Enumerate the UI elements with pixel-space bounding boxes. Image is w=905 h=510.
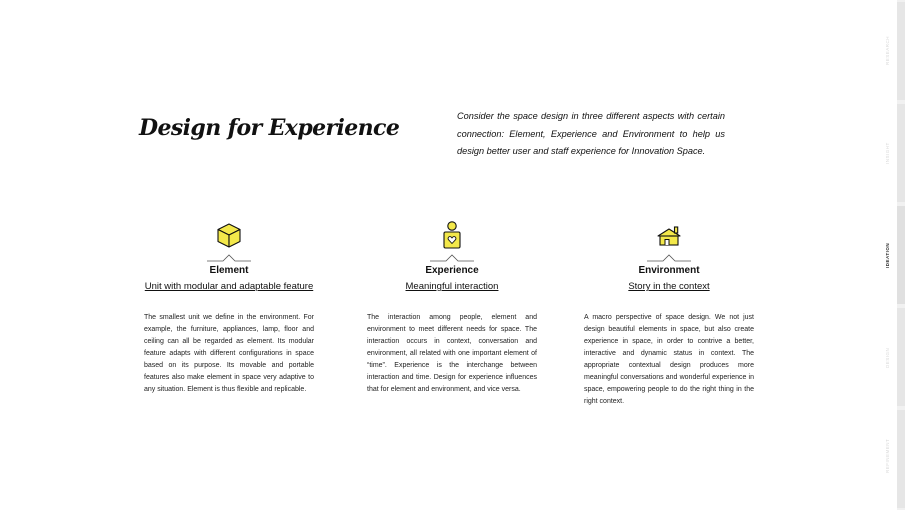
column-heading: Environment (638, 265, 700, 276)
column-body: A macro perspective of space design. We not just design beautiful elements in space, but also create experience in space, in order to contrive a better, interactive and dynamic status in context. The appropriate contextual design produces more meaningful conversations and wonderful experience in space, empowering people to do the right thing in the right context. (584, 314, 754, 405)
progress-segment (897, 308, 905, 406)
house-icon (655, 220, 683, 250)
progress-segment (897, 2, 905, 100)
column-element (144, 220, 314, 396)
column-subtitle: Story in the context (628, 281, 710, 292)
person-heart-icon (438, 220, 466, 250)
column-subtitle: Meaningful interaction (405, 281, 499, 292)
column-heading: Element (209, 265, 249, 276)
peak-divider (430, 252, 474, 262)
progress-segment (897, 410, 905, 508)
nav-section-research[interactable]: RESEARCH (885, 35, 890, 65)
intro-paragraph: Consider the space design in three different aspects with certain connection: Element, Experience and Environment to help us design better user and staff experience for Innovation Space. (457, 111, 725, 156)
peak-divider (207, 252, 251, 262)
nav-section-design[interactable]: DESIGN (885, 347, 890, 369)
column-experience (367, 220, 537, 396)
column-environment (584, 220, 754, 408)
peak-divider (647, 252, 691, 262)
section-progress-bar (897, 0, 905, 510)
nav-section-insight[interactable]: INSIGHT (885, 142, 890, 164)
progress-segment (897, 104, 905, 202)
progress-segment-active (897, 206, 905, 304)
column-subtitle: Unit with modular and adaptable feature (144, 281, 314, 292)
column-body: The smallest unit we define in the environment. For example, the furniture, appliances, lamp, floor and ceiling can all be regarded as element. Its modular feature adapts with different configurations in space based on its purpose. Its movable and portable features also make element in space very adaptive to any situation. Element is thus flexible and replicable. (144, 314, 314, 393)
nav-section-refinement[interactable]: REFINEMENT (885, 438, 890, 474)
nav-section-ideation[interactable]: IDEATION (885, 242, 890, 268)
column-heading: Experience (425, 265, 479, 276)
column-body: The interaction among people, element and environment to meet different needs for space. The interaction occurs in context, conversation and environment, all related with one important element of “time”. Experience is the interchange between interaction and time. Design for experience influences that for element and environment, and vice versa. (367, 314, 537, 393)
cube-icon (215, 220, 243, 250)
page-title: Design for Experience (139, 115, 400, 141)
